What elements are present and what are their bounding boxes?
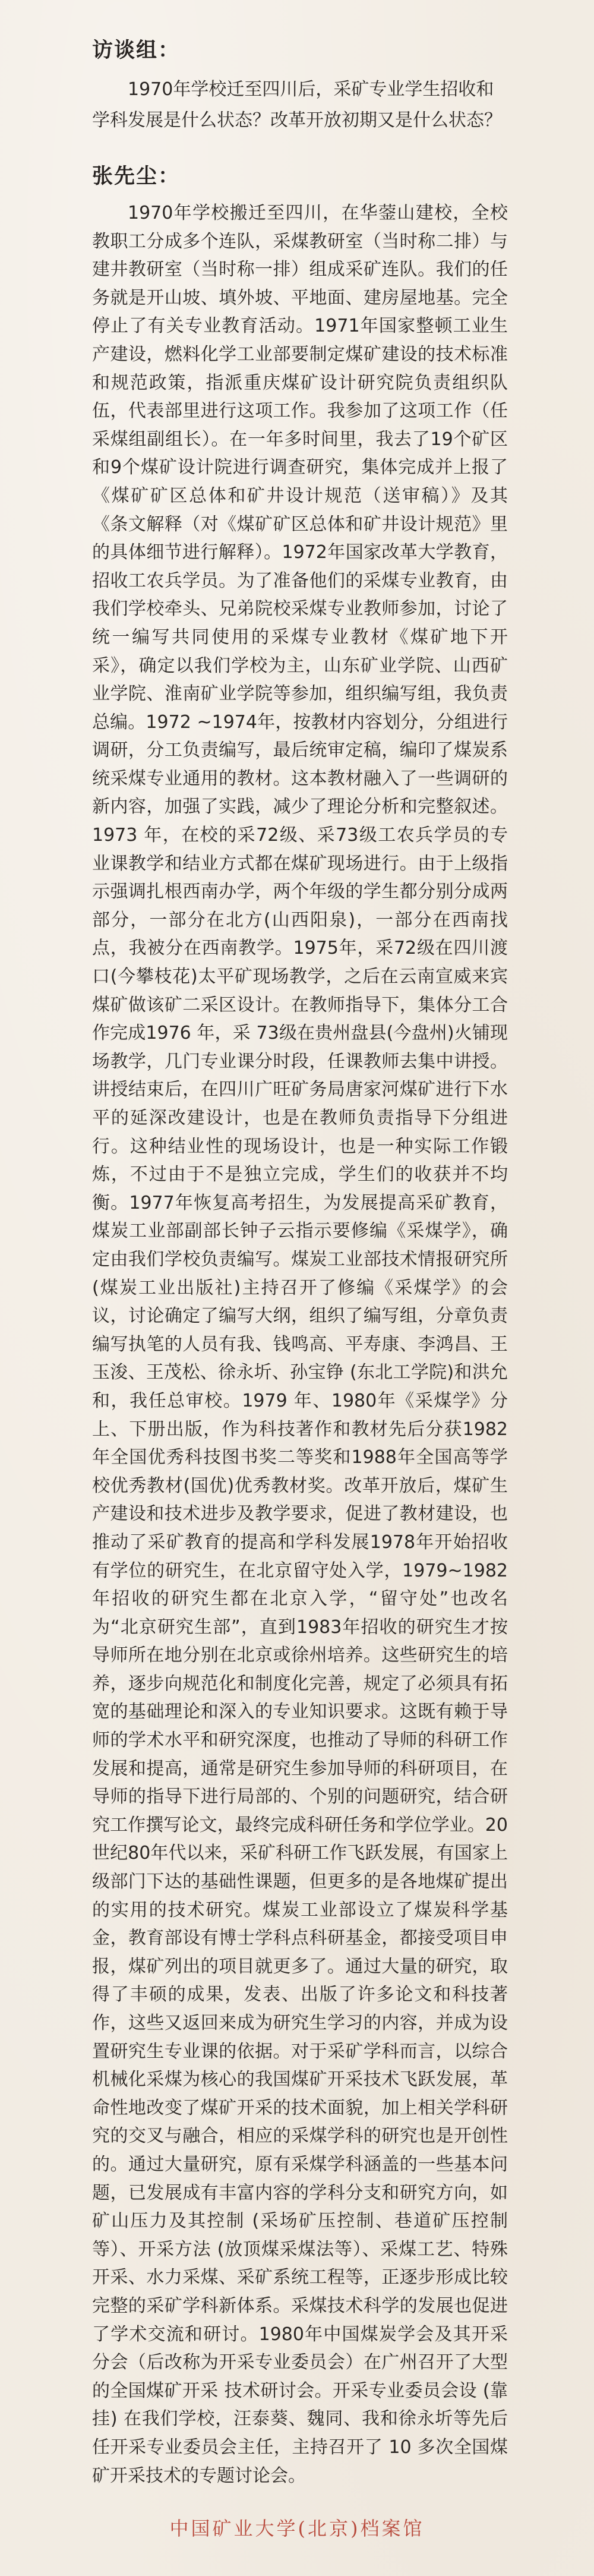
- archive-seal-mark: 中国矿业大学(北京)档案馆: [169, 2517, 425, 2540]
- interviewer-label: 访谈组：: [92, 38, 181, 62]
- interviewee-label: 张先尘：: [92, 164, 181, 188]
- interview-transcript: [92, 33, 508, 2490]
- interviewee-answer: [92, 199, 508, 2490]
- answer-paragraph: 1970年学校搬迁至四川，在华蓥山建校，全校教职工分成多个连队，采煤教研室（当时称二排）与建井教研室（当时称一排）组成采矿连队。我们的任务就是开山坡、填外坡、平地面、建房屋地基。完全停止了有关专业教育活动。1971年国家整顿工业生产建设，燃料化学工业部要制定煤矿建设的技术标准和规范政策，指派重庆煤矿设计研究院负责组织队伍，代表部里进行这项工作。我参加了这项工作（任采煤组副组长）。在一年多时间里，我去了19个矿区和9个煤矿设计院进行调查研究，集体完成并上报了《煤矿矿区总体和矿井设计规范（送审稿）》及其《条文解释（对《煤矿矿区总体和矿井设计规范》里的具体细节进行解释）。1972年国家改革大学教育，招收工农兵学员。为了准备他们的采煤专业教育，由我们学校牵头、兄弟院校采煤专业教师参加，讨论了统一编写共同使用的采煤专业教材《煤矿地下开采》，确定以我们学校为主，山东矿业学院、山西矿业学院、淮南矿业学院等参加，组织编写组，我负责总编。1972 ~1974年，按教材内容划分，分组进行调研，分工负责编写，最后统审定稿，编印了煤炭系统采煤专业通用的教材。这本教材融入了一些调研的新内容，加强了实践，减少了理论分析和完整叙述。1973 年，在校的采72级、采73级工农兵学员的专业课教学和结业方式都在煤矿现场进行。由于上级指示强调扎根西南办学，两个年级的学生都分别分成两部分，一部分在北方(山西阳泉)，一部分在西南找点，我被分在西南教学。1975年，采72级在四川渡口(今攀枝花)太平矿现场教学，之后在云南宣威来宾煤矿做该矿二采区设计。在教师指导下，集体分工合作完成1976 年，采 73级在贵州盘县(今盘州)火铺现场教学，几门专业课分时段，任课教师去集中讲授。讲授结束后，在四川广旺矿务局唐家河煤矿进行下水平的延深改建设计，也是在教师负责指导下分组进行。这种结业性的现场设计，也是一种实际工作锻炼，不过由于不是独立完成，学生们的收获并不均衡。1977年恢复高考招生，为发展提高采矿教育，煤炭工业部副部长钟子云指示要修编《采煤学》，确定由我们学校负责编写。煤炭工业部技术情报研究所(煤炭工业出版社)主持召开了修编《采煤学》的会议，讨论确定了编写大纲，组织了编写组，分章负责编写执笔的人员有我、钱鸣高、平寿康、李鸿昌、王玉浚、王茂松、徐永圻、孙宝铮 (东北工学院)和洪允和，我任总审校。1979 年、1980年《采煤学》分上、下册出版，作为科技著作和教材先后分获1982年全国优秀科技图书奖二等奖和1988年全国高等学校优秀教材(国优)优秀教材奖。改革开放后，煤矿生产建设和技术进步及教学要求，促进了教材建设，也推动了采矿教育的提高和学科发展1978年开始招收有学位的研究生，在北京留守处入学，1979~1982年招收的研究生都在北京入学，“留守处”也改名为“北京研究生部”，直到1983年招收的研究生才按导师所在地分别在北京或徐州培养。这些研究生的培养，逐步向规范化和制度化完善，规定了必须具有拓宽的基础理论和深入的专业知识要求。这既有赖于导师的学术水平和研究深度，也推动了导师的科研工作发展和提高，通常是研究生参加导师的科研项目，在导师的指导下进行局部的、个别的问题研究，结合研究工作撰写论文，最终完成科研任务和学位学业。20世纪80年代以来，采矿科研工作飞跃发展，有国家上级部门下达的基础性课题，但更多的是各地煤矿提出的实用的技术研究。煤炭工业部设立了煤炭科学基金，教育部设有博士学科点科研基金，都接受项目申报，煤矿列出的项目就更多了。通过大量的研究，取得了丰硕的成果，发表、出版了许多论文和科技著作，这些又返回来成为研究生学习的内容，并成为设置研究生专业课的依据。对于采矿学科而言，以综合机械化采煤为核心的我国煤矿开采技术飞跃发展，革命性地改变了煤矿开采的技术面貌，加上相关学科研究的交叉与融合，相应的采煤学科的研究也是开创性的。通过大量研究，原有采煤学科涵盖的一些基本问题，已发展成有丰富内容的学科分支和研究方向，如矿山压力及其控制 (采场矿压控制、巷道矿压控制等）、开采方法 (放顶煤采煤法等）、采煤工艺、特殊开采、水力采煤、采矿系统工程等，正逐步形成比较完整的采矿学科新体系。采煤技术科学的发展也促进了学术交流和研讨。1980年中国煤炭学会及其开采分会（后改称为开采专业委员会）在广州召开了大型的全国煤矿开采 技术研讨会。开采专业委员会设 (靠挂) 在我们学校，汪泰葵、魏同、我和徐永圻等先后任开采专业委员会主任，主持召开了 10 多次全国煤矿开采技术的专题讨论会。: [92, 203, 508, 2486]
- archive-seal: [0, 2514, 594, 2541]
- interviewer-question: 1970年学校迁至四川后，采矿专业学生招收和学科发展是什么状态？改革开放初期又是什么状态？: [92, 79, 502, 131]
